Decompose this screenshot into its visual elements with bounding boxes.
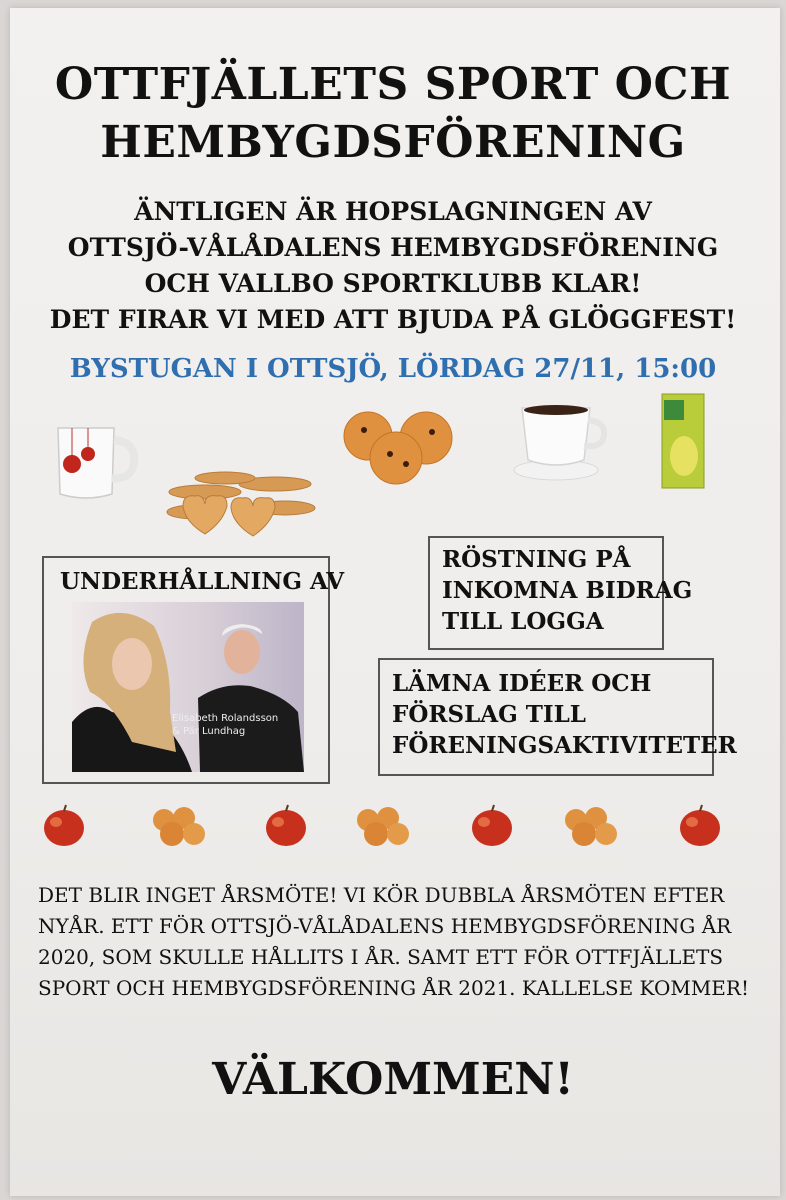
poster-title-line-1: OTTFJÄLLETS SPORT OCH [54, 59, 732, 110]
voting-line: TILL LOGGA [442, 608, 604, 635]
voting-line: INKOMNA BIDRAG [442, 577, 693, 604]
voting-box [428, 536, 693, 650]
saffron-buns-icon [340, 408, 464, 488]
apple-icon [468, 802, 528, 850]
ideas-line: LÄMNA IDÉER OCH [392, 670, 652, 697]
ideas-box [378, 658, 737, 776]
intro-text [0, 194, 786, 338]
apple-icon [40, 802, 100, 850]
christmas-mug-icon [50, 420, 140, 505]
apple-icon [676, 802, 736, 850]
notice-line: 2020, SOM SKULLE HÅLLITS I ÅR. SAMT ETT FÖR OTTFJÄLLETS [38, 945, 724, 969]
notice-line: SPORT OCH HEMBYGDSFÖRENING ÅR 2021. KALLELSE KOMMER! [38, 976, 750, 1000]
notice-line: DET BLIR INGET ÅRSMÖTE! VI KÖR DUBBLA ÅRSMÖTEN EFTER [38, 883, 725, 907]
intro-line: OTTSJÖ-VÅLÅDALENS HEMBYGDSFÖRENING [67, 233, 719, 262]
intro-line: ÄNTLIGEN ÄR HOPSLAGNINGEN AV [134, 197, 652, 226]
apple-icon [262, 802, 322, 850]
annual-meeting-notice [38, 880, 750, 1004]
juice-carton-icon [658, 390, 708, 492]
clementines-icon [150, 802, 210, 850]
caption-line-2: & Pär Lundhag [172, 726, 246, 737]
ideas-line: FÖRSLAG TILL [392, 701, 586, 728]
venue-date-time: BYSTUGAN I OTTSJÖ, LÖRDAG 27/11, 15:00 [69, 354, 717, 384]
voting-line: RÖSTNING PÅ [442, 546, 631, 573]
intro-line: OCH VALLBO SPORTKLUBB KLAR! [144, 269, 642, 298]
clementines-icon [354, 802, 414, 850]
notice-line: NYÅR. ETT FÖR OTTSJÖ-VÅLÅDALENS HEMBYGDSFÖRENING ÅR [38, 914, 732, 938]
performers-photo [72, 602, 304, 772]
welcome-text: VÄLKOMMEN! [212, 1054, 574, 1105]
ideas-line: FÖRENINGSAKTIVITETER [392, 732, 737, 759]
entertainment-heading: UNDERHÅLLNING AV [60, 568, 345, 595]
photo-caption [172, 712, 278, 738]
intro-line: DET FIRAR VI MED ATT BJUDA PÅ GLÖGGFEST! [49, 305, 737, 334]
coffee-cup-icon [508, 402, 612, 484]
poster-title-line-2: HEMBYGDSFÖRENING [100, 117, 686, 168]
clementines-icon [562, 802, 622, 850]
gingerbread-cookies-icon [165, 464, 317, 540]
caption-line-1: Elisabeth Rolandsson [172, 713, 279, 724]
